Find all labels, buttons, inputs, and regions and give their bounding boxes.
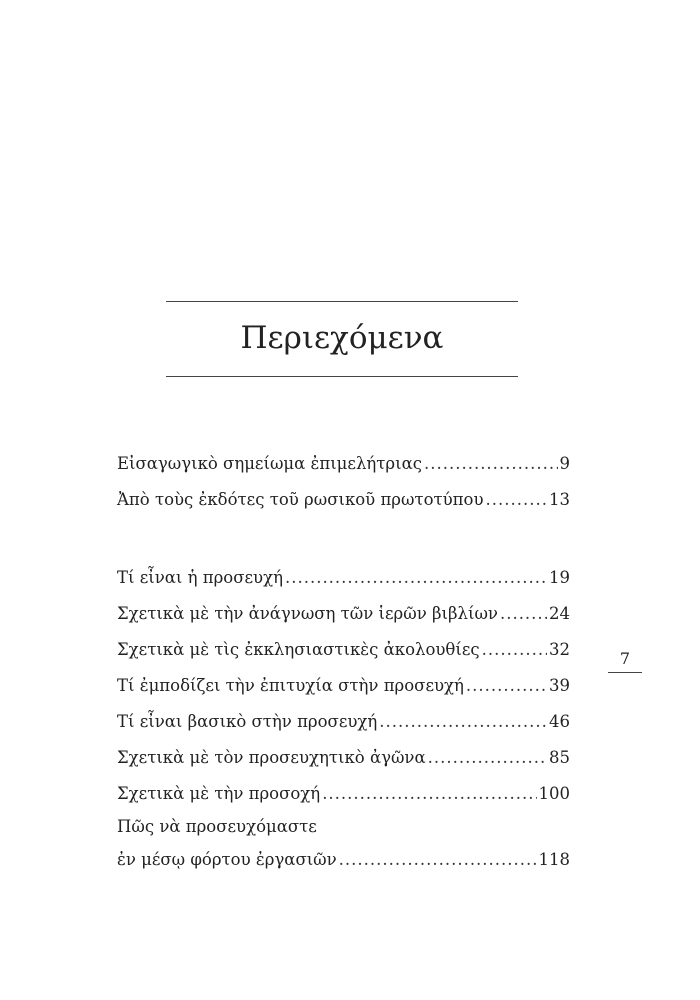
toc-entry-chapter-8[interactable] [117, 842, 570, 878]
toc-entry-chapter-5[interactable] [117, 704, 570, 740]
dot-leader [428, 740, 547, 776]
page-number-rule [608, 672, 642, 673]
page-title: Περιεχόμενα [240, 320, 444, 356]
toc-entry-page: 100 [538, 784, 570, 803]
toc-entry-page: 32 [549, 640, 570, 659]
toc-entry-chapter-7[interactable] [117, 776, 570, 812]
toc-entry-chapter-1[interactable] [117, 560, 570, 596]
dot-leader [466, 668, 547, 704]
toc-entry-chapter-3[interactable] [117, 632, 570, 668]
toc-entry-page: 39 [549, 676, 570, 695]
section-gap [117, 518, 570, 560]
toc-entry-label: Σχετικὰ μὲ τὴν ἀνάγνωση τῶν ἱερῶν βιβλίων [117, 604, 498, 623]
dot-leader [285, 560, 547, 596]
toc-entry-label: Ἀπὸ τοὺς ἐκδότες τοῦ ρωσικοῦ πρωτοτύπου [117, 490, 484, 509]
toc-entry-label: ἐν μέσῳ φόρτου ἐργασιῶν [117, 850, 337, 869]
dot-leader [424, 446, 558, 482]
toc-entry-page: 24 [549, 604, 570, 623]
title-top-rule [166, 301, 518, 302]
dot-leader [500, 596, 547, 632]
toc-entry-label: Τί εἶναι βασικὸ στὴν προσευχή [117, 712, 378, 731]
table-of-contents [117, 446, 570, 878]
title-bottom-rule [166, 376, 518, 377]
toc-entry-page: 46 [549, 712, 570, 731]
toc-entry-page: 85 [549, 748, 570, 767]
toc-entry-page: 13 [549, 490, 570, 509]
toc-entry-publishers-note[interactable] [117, 482, 570, 518]
page-number: 7 [619, 649, 631, 668]
toc-entry-page: 19 [549, 568, 570, 587]
toc-entry-page: 118 [538, 850, 570, 869]
dot-leader [322, 776, 536, 812]
toc-entry-label: Τί ἐμποδίζει τὴν ἐπιτυχία στὴν προσευχή [117, 676, 464, 695]
toc-entry-label: Εἰσαγωγικὸ σημείωμα ἐπιμελήτριας [117, 454, 422, 473]
toc-entry-page: 9 [559, 454, 570, 473]
dot-leader [486, 482, 548, 518]
toc-entry-label: Σχετικὰ μὲ τὶς ἐκκλησιαστικὲς ἀκολουθίες [117, 640, 480, 659]
dot-leader [379, 704, 547, 740]
toc-entry-label: Τί εἶναι ἡ προσευχή [117, 568, 283, 587]
dot-leader [482, 632, 547, 668]
dot-leader [339, 842, 537, 878]
toc-entry-label: Σχετικὰ μὲ τὸν προσευχητικὸ ἀγῶνα [117, 748, 426, 767]
toc-entry-chapter-6[interactable] [117, 740, 570, 776]
toc-entry-chapter-8-line1[interactable]: Πῶς νὰ προσευχόμαστε [117, 817, 317, 836]
toc-entry-chapter-2[interactable] [117, 596, 570, 632]
toc-entry-chapter-4[interactable] [117, 668, 570, 704]
toc-entry-label: Σχετικὰ μὲ τὴν προσοχή [117, 784, 321, 803]
toc-entry-editor-note[interactable] [117, 446, 570, 482]
